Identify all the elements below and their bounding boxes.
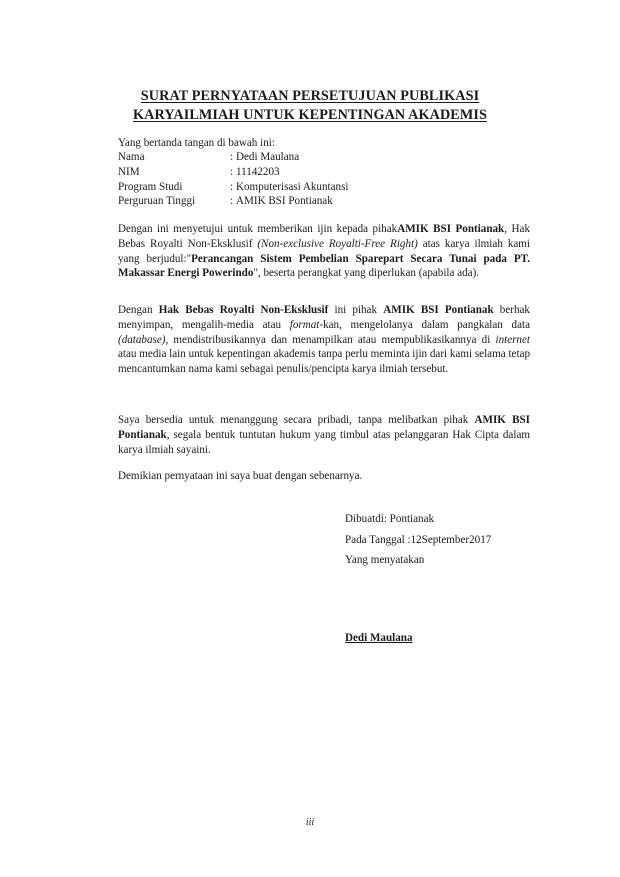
identity-row-name (118, 150, 348, 165)
identity-row-program (118, 180, 348, 195)
field-label: Perguruan Tinggi (118, 195, 196, 208)
text-run: Saya bersedia untuk menanggung secara pribadi, tanpa melibatkan pihak (118, 414, 475, 426)
sign-date: Pada Tanggal :12September2017 (345, 534, 492, 546)
paragraph-consent (118, 222, 530, 281)
field-label: Nama (118, 151, 145, 163)
text-run: ini pihak (328, 304, 384, 316)
institution-name: AMIK BSI Pontianak (397, 223, 505, 235)
paragraph-liability (118, 413, 530, 457)
signer-name: Dedi Maulana (345, 632, 413, 644)
text-run: -kan, mengelolanya dalam pangkalan data (319, 318, 531, 331)
document-title-line-1: SURAT PERNYATAAN PERSETUJUAN PUBLIKASI (140, 88, 480, 104)
identity-table (118, 150, 348, 209)
field-value: Komputerisasi Akuntansi (236, 180, 349, 193)
text-run: Dengan ini menyetujui untuk memberikan ijin kepada pihak (118, 223, 398, 235)
field-label: NIM (118, 165, 140, 178)
field-value: 11142203 (236, 165, 280, 178)
identity-row-institution (118, 194, 348, 209)
text-run: Dengan (118, 304, 159, 316)
field-value: AMIK BSI Pontianak (236, 195, 333, 208)
text-run: , Hak Bebas Royalti Non-Eksklusif (118, 223, 530, 250)
text-run: berhak menyimpan, mengalih-media atau (118, 304, 530, 331)
thesis-title: Perancangan Sistem Pembelian Sparepart Secara Tunai pada PT. Makassar Energi Powerindo (118, 252, 530, 280)
page-number: iii (305, 817, 315, 828)
field-separator: : (230, 165, 234, 178)
sign-statement: Yang menyatakan (345, 554, 425, 566)
text-run-bold: Hak Bebas Royalti Non-Eksklusif (158, 304, 329, 316)
text-run-italic: (Non-exclusive Royalti-Free Right) (257, 237, 418, 250)
institution-name: AMIK BSI Pontianak (383, 304, 494, 316)
document-title-line-2: KARYAILMIAH UNTUK KEPENTINGAN AKADEMIS (133, 107, 487, 123)
identity-row-nim (118, 165, 348, 180)
text-run: , mendistribusikannya dan menampilkan atau mempublikasikannya di (165, 333, 496, 346)
institution-name: AMIK BSI Pontianak (118, 414, 530, 441)
field-separator: : (230, 151, 234, 163)
text-run-italic: format (289, 318, 320, 331)
text-run: atas karya ilmiah kami yang berjudul:" (118, 237, 530, 265)
text-run: ", beserta perangkat yang diperlukan (apabila ada). (253, 267, 480, 280)
paragraph-closing: Demikian pernyataan ini saya buat dengan sebenarnya. (118, 470, 363, 482)
text-run-italic: (database) (118, 333, 166, 346)
paragraph-rights (118, 303, 530, 377)
field-label: Program Studi (118, 180, 183, 193)
sign-place: Dibuatdi: Pontianak (345, 513, 435, 525)
text-run: , segala bentuk tuntutan hukum yang timbul atas pelanggaran Hak Cipta dalam karya ilmiah sayaini. (118, 428, 530, 456)
text-run-italic: internet (495, 333, 530, 346)
field-value: Dedi Maulana (236, 151, 300, 163)
field-separator: : (230, 195, 234, 208)
intro-text: Yang bertanda tangan di bawah ini: (118, 137, 275, 149)
text-run: atau media lain untuk kepentingan akademis tanpa perlu meminta ijin dari kami selama tetap mencantumkan nama kami sebagai penulis/pencipta karya ilmiah tersebut. (118, 348, 530, 376)
field-separator: : (230, 180, 234, 193)
